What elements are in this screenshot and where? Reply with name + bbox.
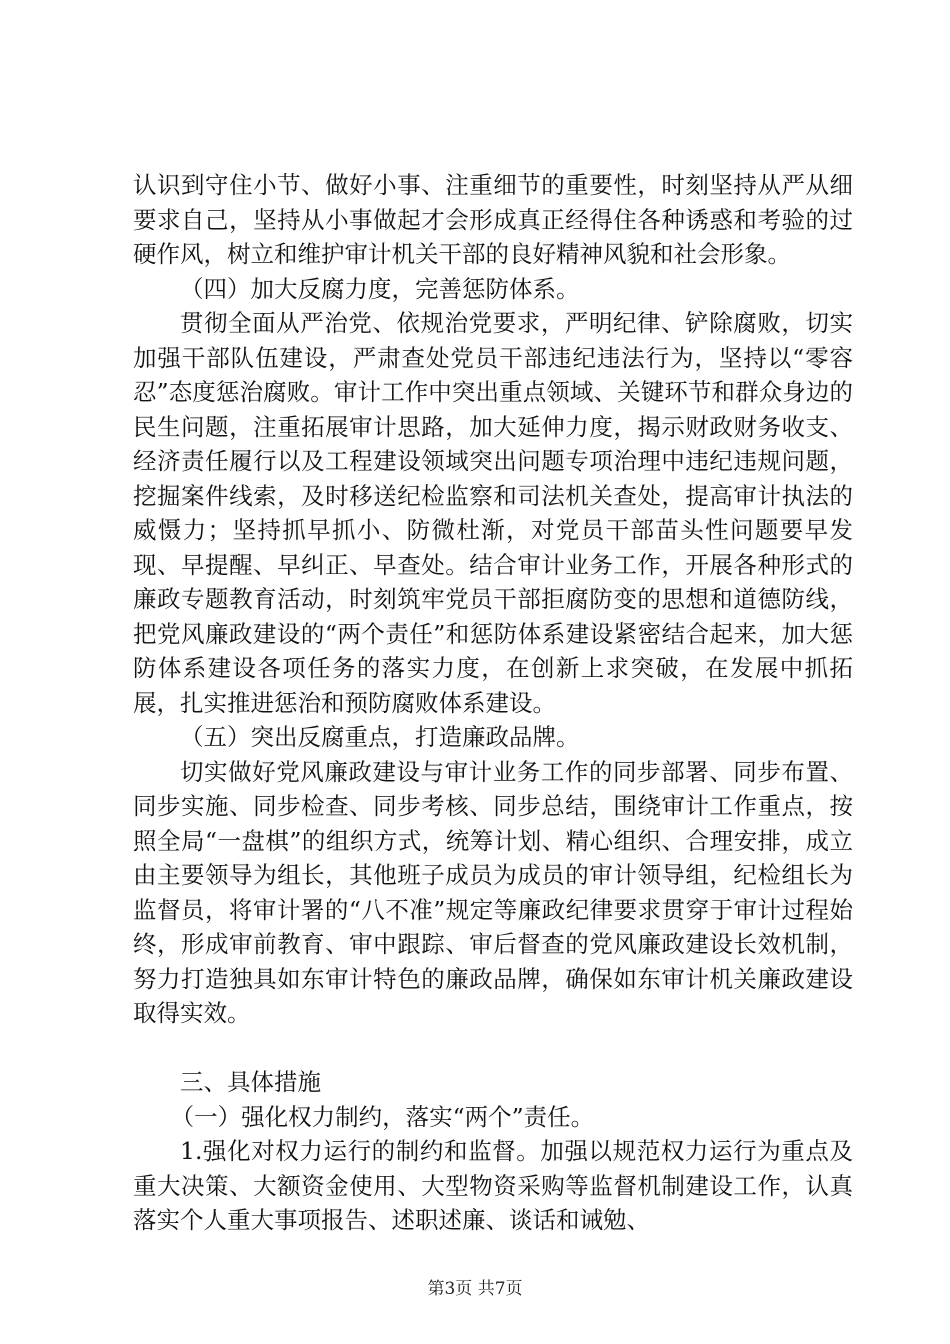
subsection-heading-one: （一）强化权力制约，落实“两个”责任。 <box>170 1102 595 1131</box>
paragraph-continued: 认识到守住小节、做好小事、注重细节的重要性，时刻坚持从严从细要求自己，坚持从小事做起才会形成真正经得住各种诱惑和考验的过硬作风，树立和维护审计机关干部的良好精神风貌和社会形象。 <box>133 171 853 268</box>
section-heading-five: （五）突出反腐重点，打造廉政品牌。 <box>180 723 580 751</box>
paragraph-integrity-brand: 切实做好党风廉政建设与审计业务工作的同步部署、同步布置、同步实施、同步检查、同步考核、同步总结，围绕审计工作重点，按照全局“一盘棋”的组织方式，统筹计划、精心组织、合理安排，成立由主要领导为组长，其他班子成员为成员的审计领导组，纪检组长为监督员，将审计署的“八不准”规定等廉政纪律要求贯穿于审计过程始终，形成审前教育、审中跟踪、审后督查的党风廉政建设长效机制，努力打造独具如东审计特色的廉政品牌，确保如东审计机关廉政建设取得实效。 <box>133 757 853 1027</box>
blank-line <box>133 1031 853 1066</box>
paragraph-anticorruption: 贯彻全面从严治党、依规治党要求，严明纪律、铲除腐败，切实加强干部队伍建设，严肃查处党员干部违纪违法行为，坚持以“零容忍”态度惩治腐败。审计工作中突出重点领域、关键环节和群众身边的民生问题，注重拓展审计思路，加大延伸力度，揭示财政财务收支、经济责任履行以及工程建设领域突出问题专项治理中违纪违规问题，挖掘案件线索，及时移送纪检监察和司法机关查处，提高审计执法的威慑力；坚持抓早抓小、防微杜渐，对党员干部苗头性问题要早发现、早提醒、早纠正、早查处。结合审计业务工作，开展各种形式的廉政专题教育活动，时刻筑牢党员干部拒腐防变的思想和道德防线，把党风廉政建设的“两个责任”和惩防体系建设紧密结合起来，加大惩防体系建设各项任务的落实力度，在创新上求突破，在发展中抓拓展，扎实推进惩治和预防腐败体系建设。 <box>133 309 853 717</box>
chapter-heading-measures: 三、具体措施 <box>180 1068 321 1096</box>
paragraph-power-supervision: 1.强化对权力运行的制约和监督。加强以规范权力运行为重点及重大决策、大额资金使用、大型物资采购等监督机制建设工作，认真落实个人重大事项报告、述职述廉、谈话和诫勉、 <box>133 1137 853 1234</box>
section-heading-four: （四）加大反腐力度，完善惩防体系。 <box>180 274 580 303</box>
page-footer: 第3页 共7页 <box>427 1279 523 1299</box>
document-body <box>133 168 853 1238</box>
